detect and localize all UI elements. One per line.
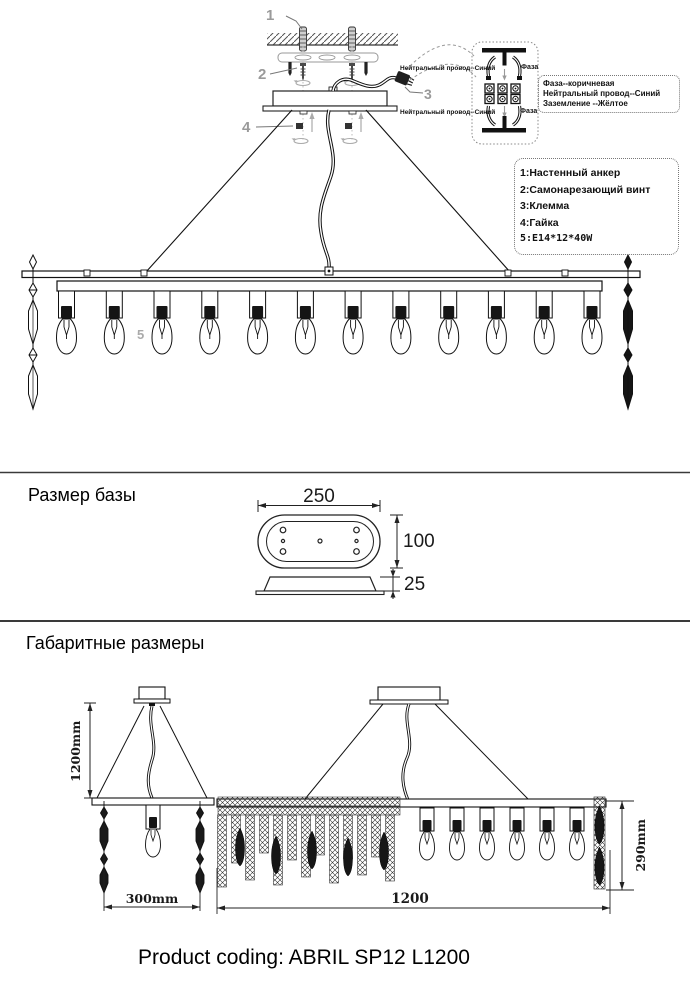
end-view-drawing [84,687,214,911]
suspension-cable-right [366,110,510,272]
ceiling-hatch [267,33,398,45]
callout-4-leader [256,126,293,127]
callout-4: 4 [242,119,251,136]
wire-label-neutral-bottom: Нейтральный провод--Синий [400,109,496,116]
base-depth-dim: 100 [403,531,435,552]
base-size-title: Размер базы [28,485,136,505]
end-width-dim: 300mm [125,891,179,906]
parts-list-item: 3:Клемма [520,200,570,213]
self-tapping-screw [300,63,306,81]
overall-size-title: Габаритные размеры [26,633,205,653]
parts-list-item: 1:Настенный анкер [520,167,621,179]
wiring-diagram [472,42,538,144]
canopy [263,87,397,114]
drop-height-dim: 1200mm [67,720,83,782]
end-crystal-column [594,797,605,889]
callout-1: 1 [266,7,275,24]
legend-line: Фаза--коричневая [543,79,615,88]
callout-3: 3 [424,86,432,102]
parts-list-item: 2:Самонарезающий винт [520,183,651,196]
suspension-cable-left [146,110,292,272]
base-size-drawing [256,500,403,599]
callout-3-leader [405,87,423,93]
legend-line: Нейтральный провод--Синий [543,89,661,98]
legend-line: Заземление --Жёлтое [543,99,628,108]
self-tapping-screw [364,62,367,76]
front-view-drawing [217,687,634,914]
candle-lamps [57,291,603,354]
parts-list [514,158,679,255]
base-thickness-dim: 25 [404,574,426,595]
wire-label-phase-bottom: Фаза [520,108,538,115]
base-width-dim: 250 [303,486,335,507]
body-height-dim: 290mm [632,818,648,872]
callout-1-leader [286,16,302,29]
nuts [256,112,364,144]
wire-label-phase-top: Фаза [521,64,539,71]
crystal-curtain [218,797,401,887]
front-view-lamps [420,808,585,860]
parts-list-item: 5:E14*12*40W [520,233,593,245]
callout-2: 2 [258,66,267,83]
crystal-chain-left [29,255,38,409]
mounting-strip [278,53,378,62]
power-cord [333,78,396,91]
crystal-chain-right [624,255,633,409]
wire-color-legend [538,75,680,113]
length-dim: 1200 [391,891,429,907]
product-coding: Product coding: ABRIL SP12 L1200 [138,946,470,969]
callout-2-leader [270,68,297,74]
chandelier-bar [22,267,640,291]
callout-5: 5 [137,327,145,342]
parts-list-item: 4:Гайка [520,216,559,229]
center-cord [320,110,333,268]
wire-label-neutral-top: Нейтральный провод--Синий [400,65,496,72]
